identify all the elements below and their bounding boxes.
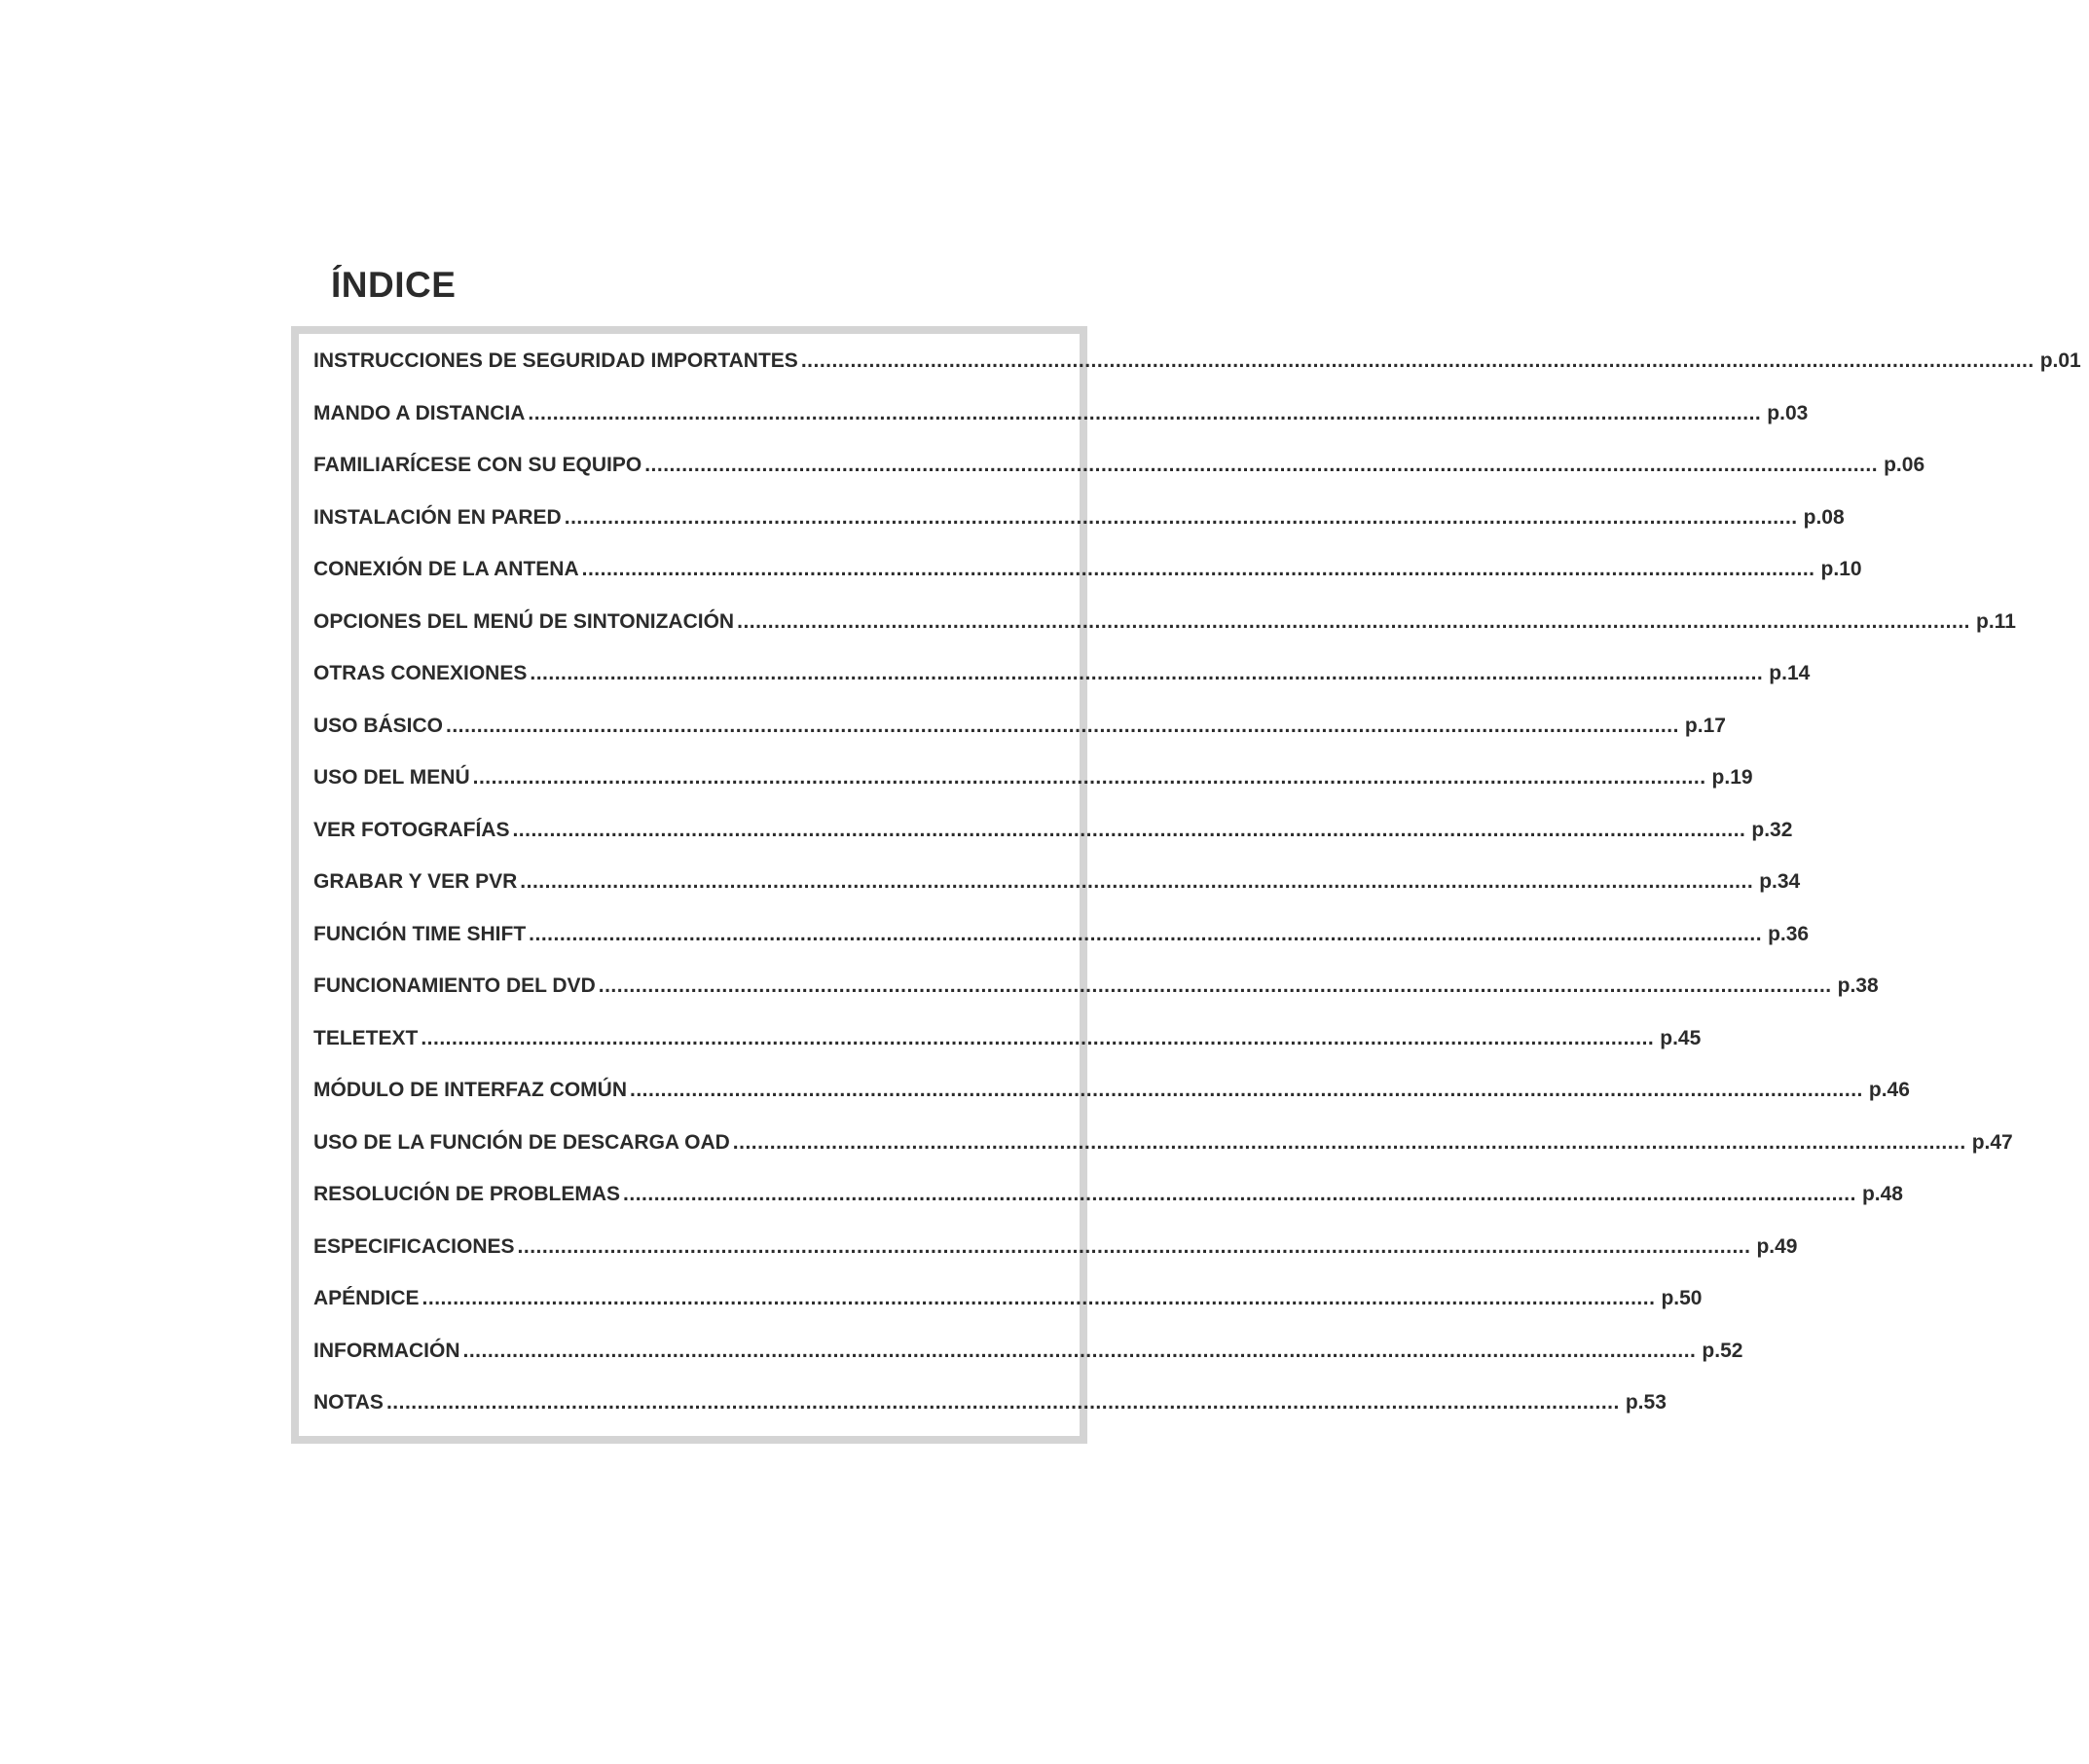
toc-entry-page: p.01 (2039, 349, 2081, 372)
toc-entry[interactable] (313, 714, 1726, 767)
toc-leader-dots: ........................................................................................................................................................................................................ (462, 1339, 1697, 1362)
toc-entry-page: p.19 (1711, 766, 1753, 789)
toc-entry-label: RESOLUCIÓN DE PROBLEMAS (313, 1183, 621, 1205)
toc-entry-label: OPCIONES DEL MENÚ DE SINTONIZACIÓN (313, 609, 735, 633)
toc-entry-page: p.38 (1837, 974, 1879, 997)
toc-entry-page: p.49 (1756, 1234, 1798, 1258)
toc-entry-page: p.17 (1684, 714, 1726, 737)
toc-leader-dots: ........................................................................................................................................................................................................ (737, 609, 1971, 633)
toc-entry-page: p.14 (1769, 662, 1811, 684)
toc-list (313, 349, 2081, 1444)
toc-entry-label: CONEXIÓN DE LA ANTENA (313, 558, 579, 580)
toc-entry[interactable] (313, 1234, 1798, 1288)
page-title: ÍNDICE (331, 265, 457, 305)
toc-entry-label: FAMILIARÍCESE CON SU EQUIPO (313, 454, 642, 476)
toc-entry-label: INSTALACIÓN EN PARED (313, 505, 562, 529)
toc-entry[interactable] (313, 401, 1809, 455)
toc-leader-dots: ........................................................................................................................................................................................................ (529, 922, 1763, 945)
toc-entry-page: p.47 (1971, 1130, 2013, 1154)
toc-entry-label: MANDO A DISTANCIA (313, 401, 526, 424)
toc-entry-label: OTRAS CONEXIONES (313, 662, 528, 684)
toc-entry[interactable] (313, 558, 1862, 610)
toc-entry-label: FUNCIÓN TIME SHIFT (313, 922, 527, 945)
toc-leader-dots: ........................................................................................................................................................................................................ (517, 1234, 1751, 1258)
toc-entry-page: p.36 (1768, 922, 1810, 945)
toc-leader-dots: ........................................................................................................................................................................................................ (581, 558, 1815, 580)
toc-entry-label: NOTAS (313, 1391, 384, 1414)
toc-entry[interactable] (313, 818, 1793, 871)
toc-leader-dots: ........................................................................................................................................................................................................ (623, 1183, 1856, 1205)
toc-entry[interactable] (313, 1130, 2013, 1184)
toc-entry-label: FUNCIONAMIENTO DEL DVD (313, 974, 596, 997)
toc-entry-page: p.48 (1861, 1183, 1903, 1205)
toc-leader-dots: ........................................................................................................................................................................................................ (472, 766, 1706, 789)
toc-entry-label: MÓDULO DE INTERFAZ COMÚN (313, 1079, 627, 1101)
toc-leader-dots: ........................................................................................................................................................................................................ (446, 714, 1679, 737)
toc-entry[interactable] (313, 662, 1811, 715)
toc-entry[interactable] (313, 609, 2016, 663)
toc-leader-dots: ........................................................................................................................................................................................................ (528, 401, 1762, 424)
toc-leader-dots: ........................................................................................................................................................................................................ (564, 505, 1798, 529)
toc-entry[interactable] (313, 922, 1810, 975)
toc-entry-page: p.52 (1702, 1339, 1743, 1362)
toc-entry-page: p.10 (1820, 558, 1862, 580)
toc-entry-label: GRABAR Y VER PVR (313, 870, 518, 893)
toc-entry-label: INSTRUCCIONES DE SEGURIDAD IMPORTANTES (313, 349, 798, 372)
toc-entry-label: ESPECIFICACIONES (313, 1234, 515, 1258)
toc-entry[interactable] (313, 870, 1801, 923)
toc-entry[interactable] (313, 1287, 1703, 1340)
toc-leader-dots: ........................................................................................................................................................................................................ (421, 1287, 1656, 1309)
toc-entry[interactable] (313, 1183, 1903, 1235)
toc-entry-page: p.50 (1661, 1287, 1703, 1309)
toc-entry[interactable] (313, 974, 1879, 1027)
toc-entry[interactable] (313, 766, 1753, 819)
toc-entry-label: APÉNDICE (313, 1287, 420, 1309)
toc-entry-label: USO DE LA FUNCIÓN DE DESCARGA OAD (313, 1130, 730, 1154)
toc-leader-dots: ........................................................................................................................................................................................................ (421, 1026, 1655, 1049)
toc-leader-dots: ........................................................................................................................................................................................................ (520, 870, 1754, 893)
toc-entry-page: p.34 (1759, 870, 1801, 893)
toc-entry[interactable] (313, 505, 1845, 559)
toc-leader-dots: ........................................................................................................................................................................................................ (512, 818, 1746, 841)
toc-entry-page: p.32 (1751, 818, 1793, 841)
toc-leader-dots: ........................................................................................................................................................................................................ (598, 974, 1832, 997)
toc-leader-dots: ........................................................................................................................................................................................................ (732, 1130, 1966, 1154)
toc-entry[interactable] (313, 1079, 1910, 1131)
toc-entry[interactable] (313, 1339, 1743, 1392)
toc-entry-label: TELETEXT (313, 1026, 419, 1049)
toc-entry-page: p.03 (1767, 401, 1809, 424)
toc-leader-dots: ........................................................................................................................................................................................................ (530, 662, 1764, 684)
toc-leader-dots: ........................................................................................................................................................................................................ (385, 1391, 1620, 1414)
toc-entry-page: p.06 (1884, 454, 1925, 476)
toc-entry-page: p.45 (1660, 1026, 1702, 1049)
toc-leader-dots: ........................................................................................................................................................................................................ (629, 1079, 1863, 1101)
toc-entry-page: p.08 (1803, 505, 1845, 529)
toc-entry-page: p.11 (1976, 609, 2016, 633)
toc-entry[interactable] (313, 1026, 1702, 1080)
toc-entry[interactable] (313, 1391, 1667, 1444)
toc-entry-page: p.53 (1625, 1391, 1667, 1414)
toc-entry-page: p.46 (1868, 1079, 1910, 1101)
toc-entry[interactable] (313, 349, 2081, 402)
table-of-contents (291, 326, 2081, 1444)
toc-entry-label: USO BÁSICO (313, 714, 444, 737)
toc-entry[interactable] (313, 454, 1925, 506)
toc-leader-dots: ........................................................................................................................................................................................................ (800, 349, 2034, 372)
toc-leader-dots: ........................................................................................................................................................................................................ (644, 454, 1879, 476)
toc-entry-label: INFORMACIÓN (313, 1339, 460, 1362)
toc-entry-label: USO DEL MENÚ (313, 766, 470, 789)
toc-entry-label: VER FOTOGRAFÍAS (313, 818, 510, 841)
